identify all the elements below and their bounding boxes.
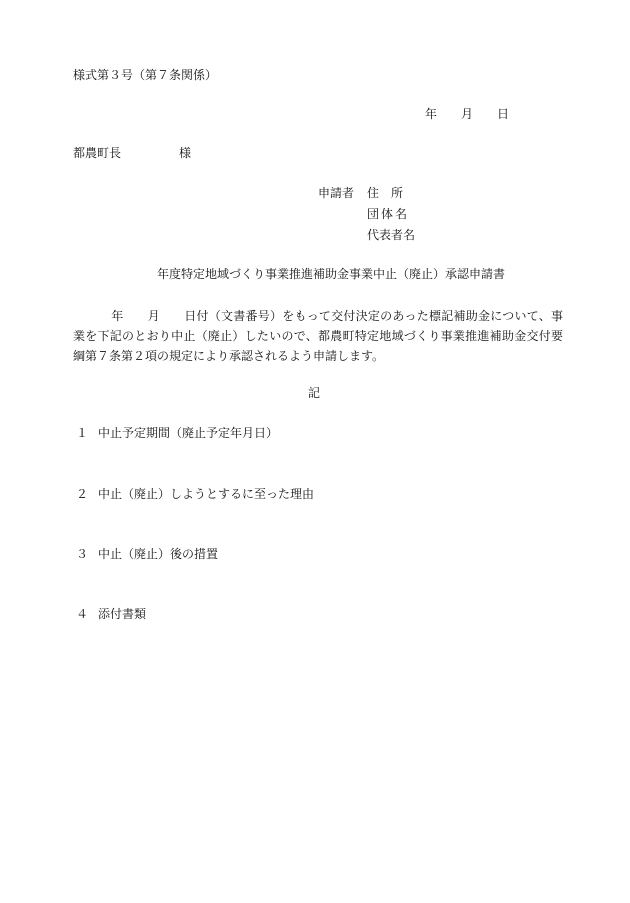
addressee xyxy=(73,146,191,160)
date-month-label: 月 xyxy=(461,107,474,121)
item-label: 中止（廃止）後の措置 xyxy=(98,547,219,561)
item-number: １ xyxy=(76,426,89,440)
addressee-honorific: 様 xyxy=(179,146,192,160)
body-text: 日付（文書番号）をもって交付決定のあった標記補助金について、事業を下記のとおり中止（廃止）したいので、都農町特定地域づくり事業推進補助金交付要綱第７条第２項の規定により承認されるよう申請します。 xyxy=(73,309,563,363)
applicant-address-label: 住所 xyxy=(367,186,416,200)
body-year-label: 年 xyxy=(111,309,124,323)
list-item xyxy=(76,607,146,621)
addressee-name: 都農町長 xyxy=(73,146,122,160)
form-number: 様式第３号（第７条関係） xyxy=(73,68,218,82)
date-day-label: 日 xyxy=(497,107,510,121)
applicant-label: 申請者 xyxy=(318,186,355,200)
item-number: ３ xyxy=(76,547,89,561)
list-item xyxy=(76,547,218,561)
body-paragraph xyxy=(73,306,563,366)
item-label: 中止（廃止）しようとするに至った理由 xyxy=(98,487,315,501)
document-title: 年度特定地域づくり事業推進補助金事業中止（廃止）承認申請書 xyxy=(157,267,506,281)
date-line xyxy=(425,107,509,121)
item-number: ２ xyxy=(76,487,89,501)
item-label: 中止予定期間（廃止予定年月日） xyxy=(98,426,279,440)
item-label: 添付書類 xyxy=(98,607,147,621)
applicant-organization-label: 団体名 xyxy=(367,207,410,221)
list-item xyxy=(76,426,278,440)
date-year-label: 年 xyxy=(425,107,438,121)
item-number: ４ xyxy=(76,607,89,621)
ki-heading: 記 xyxy=(308,386,321,400)
applicant-representative-label: 代表者名 xyxy=(367,228,416,242)
body-month-label: 月 xyxy=(147,309,160,323)
list-item xyxy=(76,487,314,501)
